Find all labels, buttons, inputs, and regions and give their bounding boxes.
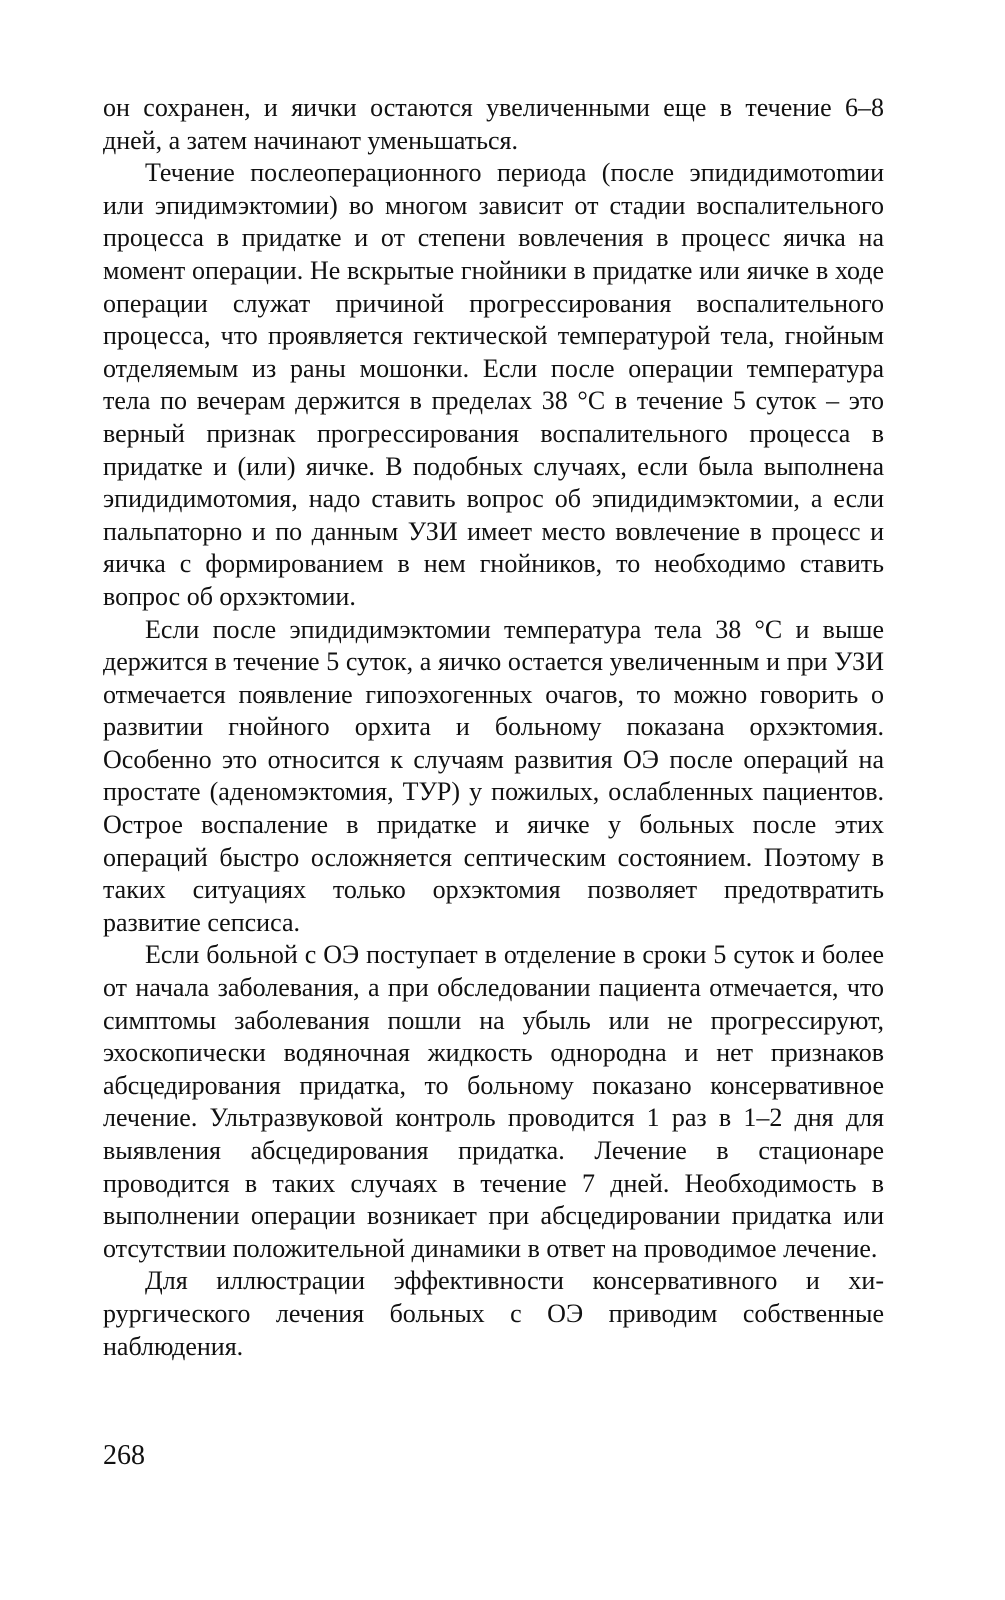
page-number: 268 [103,1440,145,1471]
paragraph-conservative-treatment: Если больной с ОЭ поступает в отделение в сроки 5 суток и более от начала заболевания, а при обследовании пациента отмечается, что симптомы заболевания пошли на убыль или не прогрессируют, эхоскопически водяночная жидкость однородна и нет признаков абсцедирования придатка, то больному показано консервативное лечение. Ультразвуковой контроль проводится 1 раз в 1–2 дня для выявления абсцедирования придатка. Лечение в стационаре проводится в таких случаях в течение 7 дней. Необходимость в выполнении операции возникает при абсцедировании придатка или отсутствии положительной динамики в ответ на проводимое лечение. [103,940,884,1263]
paragraph-orchiectomy-indications: Если после эпидидимэктомии температура тела 38 °С и выше держится в течение 5 суток, а яичко остается увеличенным и при УЗИ отмечается появление гипоэхогенных очагов, то можно говорить о развитии гнойного орхита и больному показана орхэктомия. Особенно это относится к случаям развития ОЭ после операций на простате (аденомэктомия, ТУР) у пожилых, ослабленных пациентов. Острое воспаление в придатке и яичке у больных после этих операций быстро осложняется септическим состоянием. Поэтому в таких ситуациях только орхэктомия позволяет предотвратить развитие сепсиса. [103,614,884,937]
paragraph-observations-intro: Для иллюстрации эффективности консервативного и хирургического лечения больных с ОЭ приводим собственные наблюдения. [103,1266,884,1361]
page-text [103,92,884,1363]
paragraph-postoperative-course: Течение послеоперационного периода (после эпидидимотоmии или эпидимэктомии) во многом зависит от стадии воспалительного процесса в придатке и от степени вовлечения в процесс яичка на момент операции. Не вскрытые гнойники в придатке или яичке в ходе операции служат причиной прогрессирования воспалительного процесса, что проявляется гектической температурой тела, гнойным отделяемым из раны мошонки. Если после операции температура тела по вечерам держится в пределах 38 °С в течение 5 суток – это верный признак прогрессирования воспалительного процесса в придатке и (или) яичке. В подобных случаях, если была выполнена эпидидимотомия, надо ставить вопрос об эпидидимэктомии, а если пальпаторно и по данным УЗИ имеет место вовлечение в процесс и яичка с формированием в нем гнойников, то необходимо ставить вопрос об орхэктомии. [103,158,884,611]
paragraph-continued: он сохранен, и яички остаются увеличенными еще в течение 6–8 дней, а затем начинают уменьшаться. [103,93,884,155]
